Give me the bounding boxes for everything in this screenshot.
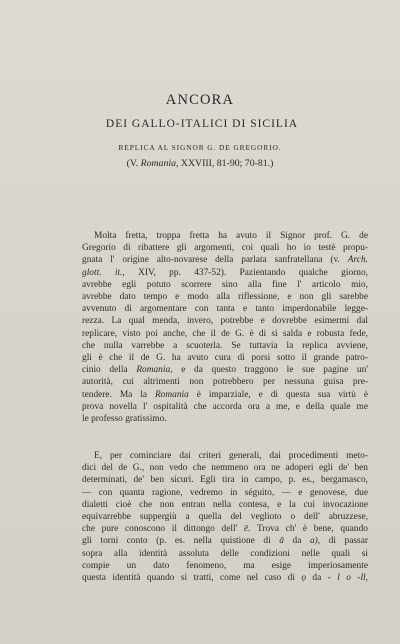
text-line: avrebbe dato tempo e modo alla riflessione, e non gli sarebbe bbox=[82, 292, 368, 303]
text-line: sopra alla identità assoluta delle condizioni nelle quali si bbox=[82, 548, 368, 559]
reference-rest: , XXVIII, 81-90; 70-81.) bbox=[175, 158, 274, 169]
text-line: gli è che il de G. ha avuto cura di porsi sotto il grande patro- bbox=[82, 353, 368, 364]
article-title: ANCORA bbox=[165, 92, 235, 108]
text-line: prova novella l' ospitalità che accorda ora a me, e della quale me bbox=[82, 401, 368, 412]
text-line: dialetti cioè che non entran nella contesa, e la cui invocazione bbox=[82, 499, 368, 510]
text-segment: cinio della bbox=[82, 365, 128, 376]
text-segment: e da questo traggono le sue pagine un' bbox=[181, 365, 368, 376]
text-line: replicare, visto poi anche, che il de G. è di sì salda e robusta fede, bbox=[82, 328, 368, 339]
journal-name: Romania, bbox=[136, 365, 173, 376]
text-segment: di passar bbox=[328, 536, 368, 547]
text-segment: , XIV, pp. 437-52). Pazientando qualche giorno, bbox=[122, 267, 368, 278]
text-line: determinati, de' ben sicuri. Egli tira in campo, p. es., bergamasco, bbox=[82, 475, 368, 486]
journal-name: Romania bbox=[154, 389, 189, 400]
text-line bbox=[82, 523, 368, 535]
text-line bbox=[82, 389, 368, 401]
text-segment: gli torni conto (p. es. nella quistione di bbox=[82, 536, 271, 547]
text-segment: è imparziale, e di questa sua virtù è bbox=[196, 389, 368, 400]
text-segment: gnata l' origine alto-novarese della parlata sanfratellana (v. bbox=[82, 255, 340, 266]
text-line bbox=[82, 254, 368, 266]
vowel-symbol: a), bbox=[309, 536, 321, 547]
text-segment: tendere. Ma la bbox=[82, 389, 148, 400]
vowel-symbol: ā bbox=[279, 536, 284, 547]
text-line: avvenuto di argomentare con tanta e tanto imperdonabile legge- bbox=[82, 304, 368, 315]
paragraph-2 bbox=[82, 450, 368, 584]
text-line: avrebbe egli potuto scorrere sino alla fine l' articolo mio, bbox=[82, 279, 368, 290]
text-line: Molta fretta, troppa fretta ha avuto il Signor prof. G. de bbox=[94, 231, 368, 241]
reply-line: REPLICA AL SIGNOR G. DE GREGORIO. bbox=[118, 143, 282, 152]
paragraph-1 bbox=[82, 230, 368, 425]
text-line: — con quanta ragione, vedremo in séguito, — e genovese, due bbox=[82, 487, 368, 498]
reference-prefix: (V. bbox=[126, 158, 139, 169]
text-segment: che pure conoscono il dittongo dell' bbox=[82, 524, 238, 535]
text-line: compie un dato fenomeno, ma esige imperiosamente bbox=[82, 560, 368, 571]
reference-journal: Romania bbox=[140, 158, 176, 169]
text-line: le professo gratissimo. bbox=[82, 414, 167, 425]
text-line bbox=[82, 535, 368, 547]
text-segment: da bbox=[292, 536, 302, 547]
vowel-symbol: ē. bbox=[243, 524, 251, 535]
text-line: equivarrebbe suppergiù a quella del veglioto o dell' abruzzese, bbox=[82, 512, 368, 523]
text-segment: da - bbox=[312, 573, 331, 584]
journal-abbrev: Arch. bbox=[347, 255, 368, 266]
text-line bbox=[82, 572, 368, 584]
vowel-symbol: ọ bbox=[301, 573, 307, 584]
journal-abbrev: glott. it. bbox=[82, 267, 123, 278]
text-line: rezza. La qual menda, invero, potrebbe e dovrebbe esimermi dal bbox=[82, 316, 368, 327]
text-line: che nulla varrebbe a scuoterla. Se tuttavia la replica avviene, bbox=[82, 340, 368, 351]
text-segment: questa identità quando si tratti, come nel caso di bbox=[82, 573, 295, 584]
vowel-symbol: l o -ll, bbox=[337, 573, 368, 584]
text-line: E, per cominciare dai criteri generali, dai procedimenti meto- bbox=[94, 451, 368, 461]
article-subtitle: DEI GALLO-ITALICI DI SICILIA bbox=[105, 118, 299, 130]
text-line bbox=[82, 267, 368, 279]
text-line: Gregorio di ribattere gli argomenti, coi quali ho io testè propu- bbox=[82, 243, 368, 254]
reference-line bbox=[0, 158, 400, 169]
text-line: autorità, cui altrimenti non potrebbero per nessuna guisa pre- bbox=[82, 377, 368, 388]
text-line: dici del de G., non vedo che nemmeno ora ne adoperi egli de' ben bbox=[82, 463, 368, 474]
text-line bbox=[82, 364, 368, 376]
text-segment: Trova ch' è bene, quando bbox=[256, 524, 368, 535]
